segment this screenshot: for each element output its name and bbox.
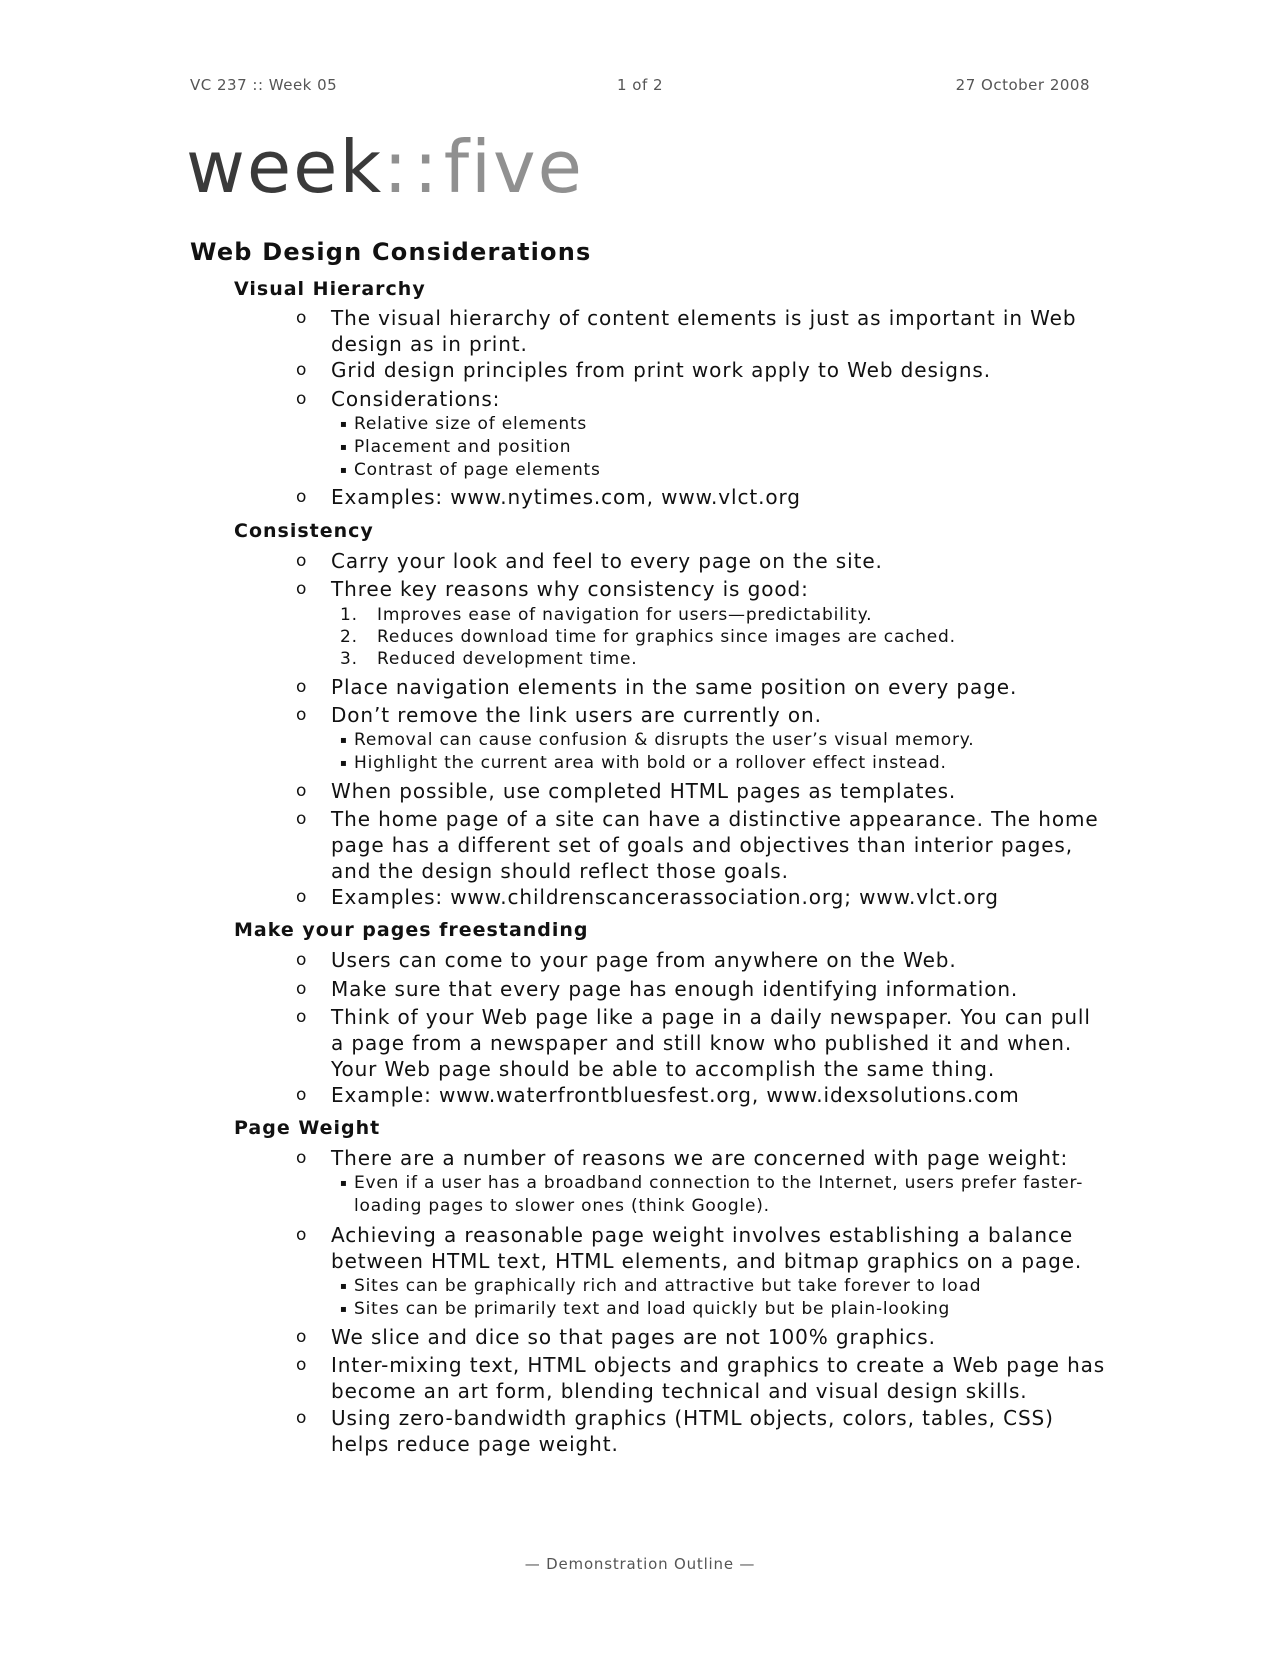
square-bullet-icon: ▪ — [340, 1178, 348, 1189]
sub-list-item-text: Removal can cause confusion & disrupts the user’s visual memory. — [354, 730, 975, 750]
bullet-marker: o — [296, 677, 308, 697]
heading-consistency: Consistency — [234, 520, 374, 542]
sub-list-item-text: Relative size of elements — [354, 414, 588, 434]
sub-list-item-text: Even if a user has a broadband connection to the Internet, users prefer faster-loading pages to slower ones (think Google). — [354, 1173, 1084, 1216]
sub-list-item-text: Sites can be primarily text and load quickly but be plain-looking — [354, 1299, 951, 1319]
list-item-text: The visual hierarchy of content elements is just as important in Web design as in print. — [331, 306, 1077, 356]
list-item-text: Using zero-bandwidth graphics (HTML objects, colors, tables, CSS) helps reduce page weight. — [331, 1406, 1054, 1456]
list-item-text: Grid design principles from print work apply to Web designs. — [331, 358, 991, 382]
header-date: 27 October 2008 — [955, 76, 1090, 94]
list-item-text: Examples: www.childrenscancerassociation.org; www.vlct.org — [331, 885, 999, 909]
bullet-marker: o — [296, 1225, 308, 1245]
list-item-text: There are a number of reasons we are concerned with page weight: — [331, 1146, 1069, 1170]
title-separator: :: — [383, 125, 444, 209]
bullet-marker: o — [296, 705, 308, 725]
square-bullet-icon: ▪ — [340, 1281, 348, 1292]
bullet-marker: o — [296, 979, 308, 999]
bullet-marker: o — [296, 1408, 308, 1428]
bullet-marker: o — [296, 809, 308, 829]
document-title — [186, 122, 584, 212]
bullet-marker: o — [296, 487, 308, 507]
running-header — [190, 76, 1090, 96]
list-item-text: Three key reasons why consistency is good: — [331, 577, 809, 601]
sub-list-item-text: Highlight the current area with bold or a rollover effect instead. — [354, 753, 947, 773]
square-bullet-icon: ▪ — [340, 735, 348, 746]
numbered-item-text: Improves ease of navigation for users—predictability. — [377, 605, 873, 625]
bullet-marker: o — [296, 308, 308, 328]
title-five: five — [443, 125, 584, 209]
bullet-marker: o — [296, 950, 308, 970]
square-bullet-icon: ▪ — [340, 442, 348, 453]
list-item-text: The home page of a site can have a distinctive appearance. The home page has a different set of goals and objectives than interior pages, and the design should reflect those goals. — [331, 807, 1099, 883]
square-bullet-icon: ▪ — [340, 1304, 348, 1315]
list-item-text: Achieving a reasonable page weight involves establishing a balance between HTML text, HTML elements, and bitmap graphics on a page. — [331, 1223, 1083, 1273]
bullet-marker: o — [296, 887, 308, 907]
bullet-marker: o — [296, 781, 308, 801]
heading-visual-hierarchy: Visual Hierarchy — [234, 278, 426, 300]
list-item-text: Example: www.waterfrontbluesfest.org, www.idexsolutions.com — [331, 1083, 1020, 1107]
sub-list-item-text: Contrast of page elements — [354, 460, 601, 480]
square-bullet-icon: ▪ — [340, 465, 348, 476]
numbered-item-text: Reduced development time. — [377, 649, 638, 669]
square-bullet-icon: ▪ — [340, 758, 348, 769]
bullet-marker: o — [296, 389, 308, 409]
list-item-text: Think of your Web page like a page in a daily newspaper. You can pull a page from a newspaper and still know who published it and when. Your Web page should be able to accomplish the same thing. — [331, 1005, 1091, 1081]
bullet-marker: o — [296, 360, 308, 380]
list-item-text: When possible, use completed HTML pages as templates. — [331, 779, 957, 803]
bullet-marker: o — [296, 579, 308, 599]
header-page-number: 1 of 2 — [616, 76, 664, 94]
list-item-text: Considerations: — [331, 387, 501, 411]
header-course: VC 237 :: Week 05 — [190, 76, 338, 94]
bullet-marker: o — [296, 1355, 308, 1375]
list-item-text: We slice and dice so that pages are not 100% graphics. — [331, 1325, 936, 1349]
bullet-marker: o — [296, 1327, 308, 1347]
heading-page-weight: Page Weight — [234, 1117, 381, 1139]
list-item-text: Place navigation elements in the same position on every page. — [331, 675, 1018, 699]
list-item-text: Examples: www.nytimes.com, www.vlct.org — [331, 485, 801, 509]
sub-list-item-text: Sites can be graphically rich and attractive but take forever to load — [354, 1276, 982, 1296]
section-title: Web Design Considerations — [190, 238, 592, 266]
sub-list-item-text: Placement and position — [354, 437, 572, 457]
numbered-item-text: Reduces download time for graphics since images are cached. — [377, 627, 956, 647]
list-item-text: Users can come to your page from anywhere on the Web. — [331, 948, 957, 972]
heading-freestanding: Make your pages freestanding — [234, 919, 589, 941]
bullet-marker: o — [296, 551, 308, 571]
list-item-text: Don’t remove the link users are currently on. — [331, 703, 822, 727]
title-week: week — [186, 125, 384, 209]
list-item-text: Carry your look and feel to every page on the site. — [331, 549, 883, 573]
page-footer: — Demonstration Outline — — [524, 1555, 756, 1573]
list-item-text: Make sure that every page has enough identifying information. — [331, 977, 1019, 1001]
number-marker: 3. — [340, 649, 358, 669]
bullet-marker: o — [296, 1007, 308, 1027]
number-marker: 1. — [340, 605, 358, 625]
bullet-marker: o — [296, 1148, 308, 1168]
square-bullet-icon: ▪ — [340, 419, 348, 430]
list-item-text: Inter-mixing text, HTML objects and graphics to create a Web page has become an art form, blending technical and visual design skills. — [331, 1353, 1106, 1403]
number-marker: 2. — [340, 627, 358, 647]
bullet-marker: o — [296, 1085, 308, 1105]
